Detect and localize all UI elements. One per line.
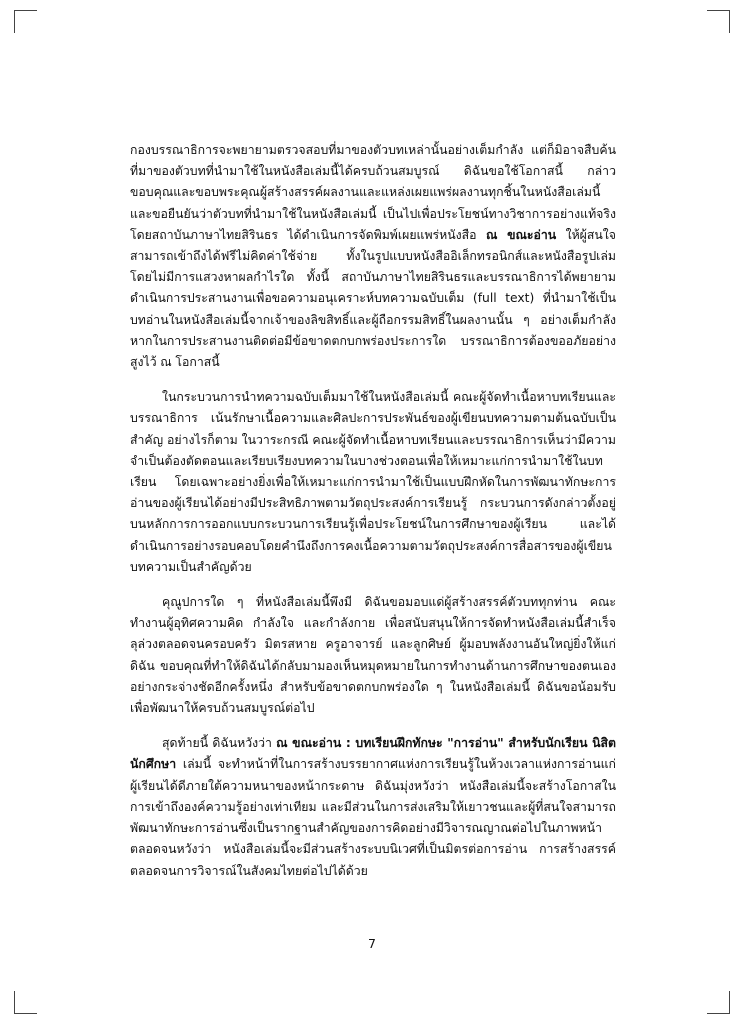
emphasis-text: ณ ขณะอ่าน xyxy=(485,227,557,242)
crop-mark-bottom-right xyxy=(707,991,730,1014)
crop-mark-bottom-left xyxy=(14,991,37,1014)
crop-mark-top-right xyxy=(707,10,730,33)
page-number: 7 xyxy=(368,936,376,951)
body-text: สุดท้ายนี้ ดิฉันหวังว่า xyxy=(162,736,277,751)
crop-mark-top-left xyxy=(14,10,37,33)
paragraph-4 xyxy=(130,733,616,881)
body-text: ในกระบวนการนำทความฉบับเต็มมาใช้ในหนังสือเล่มนี้ คณะผู้จัดทำเนื้อหาบทเรียนและบรรณาธิการ เน้นรักษาเนื้อความและศิลปะการประพันธ์ของผู้เขียนบทความตามต้นฉบับเป็นสำคัญ อย่างไรก็ตาม ในวาระกรณี คณะผู้จัดทำเนื้อหาบทเรียนและบรรณาธิการเห็นว่ามีความจำเป็นต้องตัดตอนและเรียบเรียงบทความในบางช่วงตอนเพื่อให้เหมาะแก่การนำมาใช้ในบทเรียน โดยเฉพาะอย่างยิ่งเพื่อให้เหมาะแก่การนำมาใช้เป็นแบบฝึกหัดในการพัฒนาทักษะการอ่านของผู้เรียนได้อย่างมีประสิทธิภาพตามวัตถุประสงค์การเรียนรู้ กระบวนการดังกล่าวตั้งอยู่บนหลักการการออกแบบกระบวนการเรียนรู้เพื่อประโยชน์ในการศึกษาของผู้เรียน และได้ดำเนินการอย่างรอบคอบโดยคำนึงถึงการคงเนื้อความตามวัตถุประสงค์การสื่อสารของผู้เขียนบทความเป็นสำคัญด้วย xyxy=(130,390,616,574)
paragraph-2 xyxy=(130,387,616,578)
body-text-column xyxy=(130,140,616,882)
paragraph-3 xyxy=(130,592,616,719)
body-text: เล่มนี้ จะทำหน้าที่ในการสร้างบรรยากาศแห่งการเรียนรู้ในห้วงเวลาแห่งการอ่านแก่ผู้เรียนได้ดีภายใต้ความหนาของหน้ากระดาษ ดิฉันมุ่งหวังว่า หนังสือเล่มนี้จะสร้างโอกาสในการเข้าถึงองค์ความรู้อย่างเท่าเทียม และมีส่วนในการส่งเสริมให้เยาวชนและผู้ที่สนใจสามารถพัฒนาทักษะการอ่านซึ่งเป็นรากฐานสำคัญของการคิดอย่างมีวิจารณญาณต่อไปในภาพหน้าตลอดจนหวังว่า หนังสือเล่มนี้จะมีส่วนสร้างระบบนิเวศที่เป็นมิตรต่อการอ่าน การสร้างสรรค์ตลอดจนการวิจารณ์ในสังคมไทยต่อไปได้ด้วย xyxy=(130,757,616,878)
paragraph-1 xyxy=(130,140,616,373)
body-text: คุณูปการใด ๆ ที่หนังสือเล่มนี้พึงมี ดิฉันขอมอบแด่ผู้สร้างสรรค์ตัวบททุกท่าน คณะทำงานผู้อุทิศความคิด กำลังใจ และกำลังกาย เพื่อสนับสนุนให้การจัดทำหนังสือเล่มนี้สำเร็จลุล่วงตลอดจนครอบครัว มิตรสหาย ครูอาจารย์ และลูกศิษย์ ผู้มอบพลังงานอันใหญ่ยิ่งให้แก่ดิฉัน ขอบคุณที่ทำให้ดิฉันได้กลับมามองเห็นหมุดหมายในการทำงานด้านการศึกษาของตนเองอย่างกระจ่างชัดอีกครั้งหนึ่ง สำหรับข้อขาดตกบกพร่องใด ๆ ในหนังสือเล่มนี้ ดิฉันขอน้อมรับเพื่อพัฒนาให้ครบถ้วนสมบูรณ์ต่อไป xyxy=(130,595,616,716)
body-text: ให้ผู้สนใจสามารถเข้าถึงได้ฟรีไม่คิดค่าใช้จ่าย ทั้งในรูปแบบหนังสืออิเล็กทรอนิกส์และหนังสือรูปเล่ม โดยไม่มีการแสวงหาผลกำไรใด ทั้งนี้ สถาบันภาษาไทยสิรินธรและบรรณาธิการได้พยายามดำเนินการประสานงานเพื่อขอความอนุเคราะห์บทความฉบับเต็ม (full text) ที่นำมาใช้เป็นบทอ่านในหนังสือเล่มนี้จากเจ้าของลิขสิทธิ์และผู้ถือกรรมสิทธิ์ในผลงานนั้น ๆ อย่างเต็มกำลัง หากในการประสานงานติดต่อมีข้อขาดตกบกพร่องประการใด บรรณาธิการต้องขออภัยอย่างสูงไว้ ณ โอกาสนี้ xyxy=(130,227,617,370)
body-text: กองบรรณาธิการจะพยายามตรวจสอบที่มาของตัวบทเหล่านั้นอย่างเต็มกำลัง แต่ก็มิอาจสืบค้นที่มาของตัวบทที่นำมาใช้ในหนังสือเล่มนี้ได้ครบถ้วนสมบูรณ์ ดิฉันขอใช้โอกาสนี้ กล่าวขอบคุณและขอบพระคุณผู้สร้างสรรค์ผลงานและแหล่งเผยแพร่ผลงานทุกชิ้นในหนังสือเล่มนี้ และขอยืนยันว่าตัวบทที่นำมาใช้ในหนังสือเล่มนี้ เป็นไปเพื่อประโยชน์ทางวิชาการอย่างแท้จริง โดยสถาบันภาษาไทยสิรินธร ได้ดำเนินการจัดพิมพ์เผยแพร่หนังสือ xyxy=(130,143,616,242)
emphasis-text: ณ ขณะอ่าน : บทเรียนฝึกทักษะ "การอ่าน" สำหรับนักเรียน นิสิต นักศึกษา xyxy=(130,736,617,772)
